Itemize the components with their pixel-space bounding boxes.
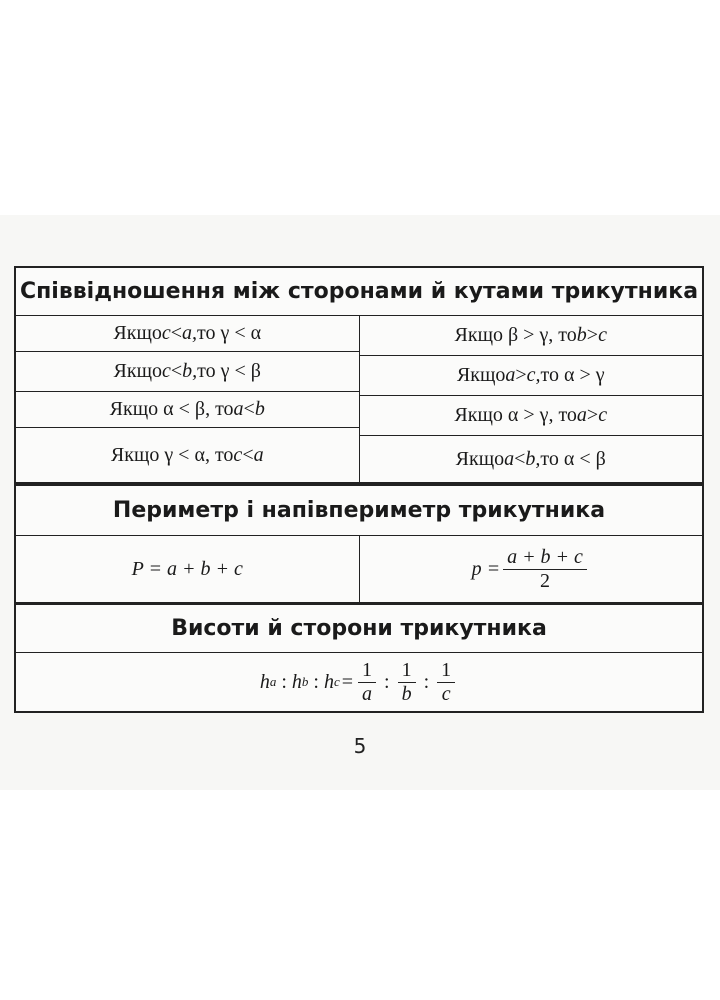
heights-formula: h a : h b : h c = $\frac{1}{a}$ : $\frac{1}{b}$ : $\frac{1}{c}$ bbox=[16, 653, 702, 711]
perimeter-formula: P = a + b + c bbox=[131, 557, 243, 580]
rule-row: Якщо a < b, то α < β bbox=[455, 447, 606, 470]
fraction-numerator: a + b + c bbox=[503, 547, 587, 570]
semiperimeter-lhs: p = bbox=[471, 557, 501, 580]
page-number: 5 bbox=[353, 734, 367, 758]
rule-row: Якщо c < a, то γ < α bbox=[16, 316, 359, 352]
fraction-one-over-a: $\frac{1}{a}$ bbox=[358, 660, 376, 705]
rule-row: Якщо a > c, то α > γ bbox=[360, 356, 703, 396]
fraction-denominator: 2 bbox=[540, 569, 550, 592]
perimeter-title: Периметр і напівпериметр трикутника bbox=[16, 486, 702, 536]
semiperimeter-cell bbox=[359, 536, 703, 602]
perimeter-table bbox=[14, 484, 704, 604]
rule-row: Якщо α < β, то a < b bbox=[16, 392, 359, 428]
rule-row: Якщо c < b, то γ < β bbox=[16, 352, 359, 392]
fraction-one-over-c: $\frac{1}{c}$ bbox=[437, 660, 455, 705]
sides-angles-table bbox=[14, 266, 704, 484]
rule-row: Якщо γ < α, то c < a bbox=[110, 443, 264, 466]
perimeter-cell bbox=[16, 536, 359, 602]
semiperimeter-fraction bbox=[503, 547, 587, 592]
sides-angles-title: Співвідношення між сторонами й кутами трикутника bbox=[16, 268, 702, 316]
rule-row: Якщо β > γ, то b > c bbox=[360, 316, 703, 356]
fraction-one-over-b: $\frac{1}{b}$ bbox=[398, 660, 416, 705]
rule-row: Якщо α > γ, то a > c bbox=[360, 396, 703, 436]
right-column bbox=[359, 316, 703, 482]
heights-sides-table bbox=[14, 603, 704, 713]
heights-sides-title: Висоти й сторони трикутника bbox=[16, 605, 702, 653]
left-column bbox=[16, 316, 359, 482]
